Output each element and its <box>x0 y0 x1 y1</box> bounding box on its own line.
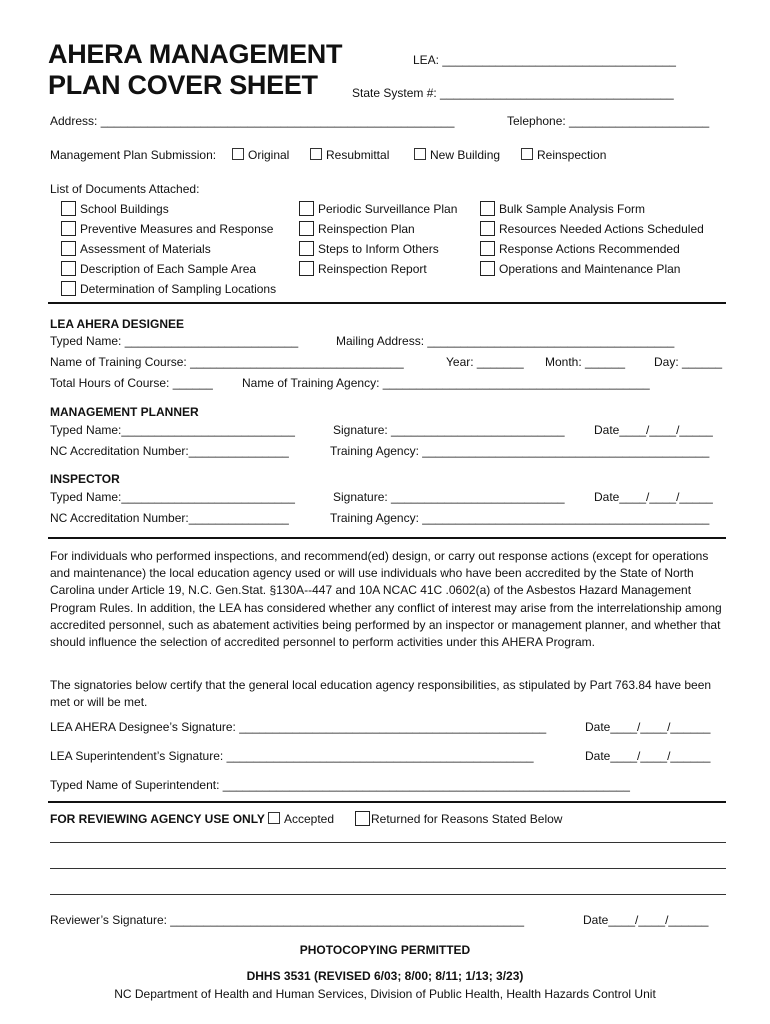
lea-field[interactable]: LEA: ___________________________________ <box>413 53 676 67</box>
submission-resubmittal[interactable]: Resubmittal <box>310 148 389 162</box>
state-system-field[interactable]: State System #: ___________________________________ <box>352 86 674 100</box>
designee-signature-date[interactable]: Date____/____/______ <box>585 720 711 734</box>
photocopy-notice: PHOTOCOPYING PERMITTED <box>299 943 471 957</box>
title-line-2: PLAN COVER SHEET <box>48 70 318 100</box>
inspector-signature[interactable]: Signature: __________________________ <box>333 490 565 504</box>
submission-original[interactable]: Original <box>232 148 289 162</box>
designee-year[interactable]: Year: _______ <box>446 355 524 369</box>
submission-new-building[interactable]: New Building <box>414 148 500 162</box>
designee-signature-field[interactable]: LEA AHERA Designee’s Signature: ______________________________________________ <box>50 720 547 734</box>
review-reason-line[interactable] <box>50 894 726 895</box>
address-field[interactable]: Address: _____________________________________________________ <box>50 114 455 128</box>
title-line-1: AHERA MANAGEMENT <box>48 39 343 69</box>
checkbox[interactable] <box>61 261 76 276</box>
review-accepted[interactable]: Accepted <box>268 812 334 826</box>
checkbox[interactable] <box>480 221 495 236</box>
planner-signature[interactable]: Signature: __________________________ <box>333 423 565 437</box>
designee-mailing-address[interactable]: Mailing Address: _____________________________________ <box>336 334 675 348</box>
review-returned[interactable]: Returned for Reasons Stated Below <box>355 811 562 826</box>
checkbox[interactable] <box>299 261 314 276</box>
designee-training-course[interactable]: Name of Training Course: ________________________________ <box>50 355 404 369</box>
reviewer-signature-date[interactable]: Date____/____/______ <box>583 913 709 927</box>
doc-reinspection-plan[interactable]: Reinspection Plan <box>299 221 415 236</box>
checkbox[interactable] <box>61 201 76 216</box>
planner-heading: MANAGEMENT PLANNER <box>50 405 199 419</box>
doc-bulk-sample[interactable]: Bulk Sample Analysis Form <box>480 201 645 216</box>
section-divider <box>48 302 726 304</box>
doc-preventive-measures[interactable]: Preventive Measures and Response <box>61 221 273 236</box>
checkbox[interactable] <box>480 261 495 276</box>
department-footer: NC Department of Health and Human Services, Division of Public Health, Health Hazards Control Unit <box>114 987 656 1001</box>
designee-total-hours[interactable]: Total Hours of Course: ______ <box>50 376 213 390</box>
planner-training-agency[interactable]: Training Agency: ___________________________________________ <box>330 444 710 458</box>
checkbox[interactable] <box>61 241 76 256</box>
designee-typed-name[interactable]: Typed Name: __________________________ <box>50 334 299 348</box>
designee-day[interactable]: Day: ______ <box>654 355 723 369</box>
checkbox[interactable] <box>268 812 280 824</box>
checkbox[interactable] <box>61 221 76 236</box>
doc-determination-sampling[interactable]: Determination of Sampling Locations <box>61 281 276 296</box>
review-reason-line[interactable] <box>50 868 726 869</box>
planner-date[interactable]: Date____/____/_____ <box>594 423 713 437</box>
certification-paragraph: For individuals who performed inspections, and recommend(ed) design, or carry out response actions (except for operations and maintenance) the local education agency used or will use individuals who have been accredited by the State of North Carolina under Article 19, N.C. Gen.Stat. §130A--447 and 10A NCAC 41C .0602(a) of the Asbestos Hazard Management Program Rules. In addition, the LEA has considered whether any conflict of interest may arise from the interrelationship among accredited personnel, such as abatement activities being performed by an inspector or management planner, and whether that should influence the selection of accredited personnel to perform activities under this AHERA Program. <box>50 549 722 650</box>
inspector-training-agency[interactable]: Training Agency: ___________________________________________ <box>330 511 710 525</box>
doc-description-sample-area[interactable]: Description of Each Sample Area <box>61 261 256 276</box>
doc-operations-maintenance[interactable]: Operations and Maintenance Plan <box>480 261 680 276</box>
designee-training-agency[interactable]: Name of Training Agency: ________________________________________ <box>242 376 650 390</box>
superintendent-signature-date[interactable]: Date____/____/______ <box>585 749 711 763</box>
doc-resources-needed[interactable]: Resources Needed Actions Scheduled <box>480 221 704 236</box>
form-number: DHHS 3531 (REVISED 6/03; 8/00; 8/11; 1/13; 3/23) <box>246 969 524 983</box>
section-divider <box>48 537 726 539</box>
review-reason-line[interactable] <box>50 842 726 843</box>
planner-typed-name[interactable]: Typed Name:__________________________ <box>50 423 295 437</box>
checkbox[interactable] <box>521 148 533 160</box>
doc-periodic-surveillance[interactable]: Periodic Surveillance Plan <box>299 201 457 216</box>
doc-reinspection-report[interactable]: Reinspection Report <box>299 261 427 276</box>
designee-month[interactable]: Month: ______ <box>545 355 626 369</box>
doc-steps-inform[interactable]: Steps to Inform Others <box>299 241 439 256</box>
checkbox[interactable] <box>480 201 495 216</box>
superintendent-name-field[interactable]: Typed Name of Superintendent: _____________________________________________________________ <box>50 778 630 792</box>
inspector-typed-name[interactable]: Typed Name:__________________________ <box>50 490 295 504</box>
reviewer-signature-field[interactable]: Reviewer’s Signature: _____________________________________________________ <box>50 913 524 927</box>
checkbox[interactable] <box>299 241 314 256</box>
checkbox[interactable] <box>61 281 76 296</box>
certification-statement: The signatories below certify that the general local education agency responsibilities, as stipulated by Part 763.84 have been met or will be met. <box>50 678 712 710</box>
checkbox[interactable] <box>355 811 370 826</box>
inspector-accreditation[interactable]: NC Accreditation Number:_______________ <box>50 511 289 525</box>
checkbox[interactable] <box>480 241 495 256</box>
inspector-date[interactable]: Date____/____/_____ <box>594 490 713 504</box>
submission-reinspection[interactable]: Reinspection <box>521 148 606 162</box>
designee-heading: LEA AHERA DESIGNEE <box>50 317 185 331</box>
doc-assessment-materials[interactable]: Assessment of Materials <box>61 241 211 256</box>
review-label: FOR REVIEWING AGENCY USE ONLY <box>50 812 265 826</box>
checkbox[interactable] <box>232 148 244 160</box>
submission-label: Management Plan Submission: <box>50 148 217 162</box>
doc-school-buildings[interactable]: School Buildings <box>61 201 169 216</box>
section-divider <box>48 801 726 803</box>
superintendent-signature-field[interactable]: LEA Superintendent’s Signature: ______________________________________________ <box>50 749 534 763</box>
checkbox[interactable] <box>414 148 426 160</box>
documents-label: List of Documents Attached: <box>50 182 200 196</box>
checkbox[interactable] <box>299 201 314 216</box>
planner-accreditation[interactable]: NC Accreditation Number:_______________ <box>50 444 289 458</box>
checkbox[interactable] <box>310 148 322 160</box>
inspector-heading: INSPECTOR <box>50 472 120 486</box>
checkbox[interactable] <box>299 221 314 236</box>
telephone-field[interactable]: Telephone: _____________________ <box>507 114 710 128</box>
doc-response-actions[interactable]: Response Actions Recommended <box>480 241 680 256</box>
